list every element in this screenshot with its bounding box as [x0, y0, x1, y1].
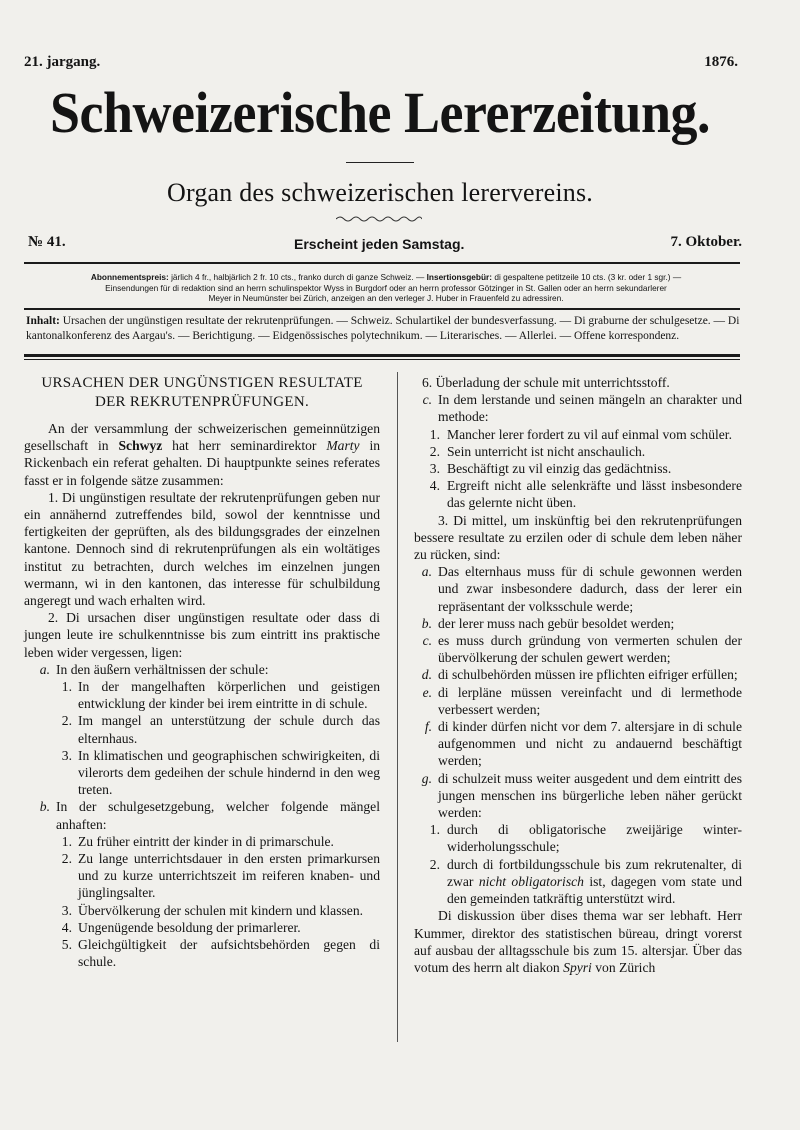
issue-date: 7. Oktober.: [670, 234, 742, 250]
list-item: [420, 426, 742, 443]
top-line: [24, 54, 738, 76]
item-text: Beschäftigt zu vil einzig das gedächtniss.: [447, 461, 672, 477]
list-item: [420, 821, 742, 855]
list-item: [24, 902, 380, 919]
title-rule: [346, 162, 414, 163]
list-item: [420, 856, 742, 908]
closing-name: Spyri: [563, 959, 592, 975]
b6-item: 6. Überladung der schule mit unterrichtsstoff.: [422, 375, 670, 390]
item-number: 4.: [61, 919, 72, 935]
list-item: [420, 443, 742, 460]
item-text: In dem lerstande und seinen mängeln an charakter und methode:: [438, 392, 742, 425]
subscription-info: [30, 272, 742, 304]
divider-rule: [24, 262, 740, 264]
item-number: 1.: [429, 822, 440, 838]
point-2-paragraph: [24, 609, 380, 661]
item-label: g.: [421, 770, 432, 786]
intro-place: Schwyz: [118, 438, 163, 454]
item-text: In der schulgesetzgebung, welcher folgende mängel anhaften:: [56, 799, 380, 832]
point-number: 1.: [48, 489, 59, 505]
article-headline: [24, 374, 380, 412]
issue-frequency: Erscheint jeden Samstag.: [294, 236, 465, 252]
item-label: d.: [421, 667, 432, 683]
point-number: 2.: [48, 610, 59, 626]
point-3-paragraph: [414, 512, 742, 564]
list-item: [414, 666, 742, 683]
g2-text: durch di fortbildungsschule bis zum rekrutenalter, di zwar: [447, 856, 742, 889]
item-text: di schulzeit muss weiter ausgedent und dem eintritt des jungen menschen ins bürgerliche leben näher gerückt werden:: [438, 770, 742, 821]
a-items-list: [24, 678, 380, 798]
article-column-left: [24, 374, 380, 971]
item-label: b.: [421, 615, 432, 631]
means-list: [414, 563, 742, 821]
item-number: 1.: [61, 833, 72, 849]
item-number: 2.: [429, 443, 440, 459]
headline-line-2: DER REKRUTENPRÜFUNGEN.: [94, 394, 310, 410]
list-item: [414, 563, 742, 615]
masthead-title: Schweizerische Lererzeitung.: [49, 80, 711, 145]
divider-rule: [24, 354, 740, 357]
item-number: 2.: [61, 713, 72, 729]
item-text: der lerer muss nach gebür besoldet werden;: [438, 615, 675, 631]
item-text: Das elternhaus muss für di schule gewonnen werden und zwar insbesondere dadurch, dass der lerer ein repräsentant der volksschule werde;: [438, 564, 742, 614]
insert-label: Insertionsgebür:: [426, 272, 493, 282]
item-number: 3.: [429, 461, 440, 477]
item-text: [447, 856, 742, 908]
closing-text: Di diskussion über dises thema war ser lebhaft. Herr Kummer, direktor des statistischen büreau, dringt vorerst auf ausbau der alltagsschule bis zum 15. altersjar. Über das votum des herrn alt diakon: [414, 908, 742, 975]
item-label: a.: [421, 564, 432, 580]
table-of-contents: [26, 314, 742, 344]
item-number: 2.: [429, 856, 440, 872]
item-text: Zu früher eintritt der kinder in di primarschule.: [78, 833, 334, 849]
intro-name: Marty: [326, 438, 360, 454]
list-item: [414, 632, 742, 666]
list-item: [24, 661, 380, 678]
item-text: Ergreift nicht alle selenkräfte und lässt insbesondere das gelernte nicht üben.: [447, 478, 742, 511]
intro-text: hat herr seminardirektor: [172, 438, 317, 454]
list-item: [420, 477, 742, 511]
item-label: f.: [424, 719, 432, 735]
item-label: a.: [39, 661, 50, 677]
g2-emphasis: nicht obligatorisch: [478, 873, 584, 889]
list-item: [414, 770, 742, 822]
issue-line: [28, 234, 742, 256]
abon-text: järlich 4 fr., halbjärlich 2 fr. 10 cts., franko durch di ganze Schweiz. —: [171, 272, 425, 282]
item-label: b.: [39, 799, 50, 815]
list-item: [24, 833, 380, 850]
c-items-list: [414, 426, 742, 512]
intro-text: in Rickenbach ein referat gehalten. Di hauptpunkte seines referates fasst er in folgende sätze zusammen:: [24, 438, 381, 488]
abon-label: Abonnementspreis:: [90, 272, 169, 282]
item-number: 3.: [61, 747, 72, 763]
item-text: durch di obligatorische zweijärige winter-widerholungsschule;: [447, 822, 742, 855]
item-text: In den äußern verhältnissen der schule:: [56, 661, 269, 677]
item-text: Mancher lerer fordert zu vil auf einmal vom schüler.: [447, 426, 732, 442]
contents-label: Inhalt:: [26, 315, 60, 327]
year-label: 1876.: [704, 54, 738, 70]
g-items-list: [414, 821, 742, 907]
item-number: 1.: [429, 426, 440, 442]
item-number: 3.: [61, 902, 72, 918]
list-item: [24, 936, 380, 970]
contents-text: Ursachen der ungünstigen resultate der rekrutenprüfungen. — Schweiz. Schulartikel der bundesverfassung. — Di graburne der schulgesetze. — Di kantonalkonferenz des Aargau's. — Berichtigung. — Eidgenössisches polytechnikum. — Literarisches. — Allerlei. — Offene korrespondenz.: [26, 315, 740, 342]
item-text: Im mangel an unterstützung der schule durch das elternhaus.: [78, 713, 380, 746]
insert-text: di gespaltene petitzeile 10 cts. (3 kr. oder 1 sgr.) —: [494, 272, 682, 282]
point-number: 3.: [438, 512, 449, 528]
list-item: [414, 391, 742, 425]
advert-line: Meyer in Neumünster bei Zürich, anzeigen an den verleger J. Huber in Frauenfeld zu adressiren.: [208, 293, 564, 303]
item-text: Ungenügende besoldung der primarlerer.: [78, 919, 301, 935]
issue-number: № 41.: [28, 234, 66, 250]
item-text: es muss durch gründung von vermerten schulen der übervölkerung der schulen gewert werden;: [438, 633, 742, 666]
item-text: di kinder dürfen nicht vor dem 7. altersjare in di schule aufgenommen und nicht zu andauernd beschäftigt werden;: [438, 719, 742, 769]
masthead-subtitle: Organ des schweizerischen lerervereins.: [166, 178, 594, 207]
item-text: di lerpläne müssen vereinfacht und di lermethode verbessert werden;: [438, 684, 742, 717]
list-item: [24, 747, 380, 799]
item-text: Sein unterricht ist nicht anschaulich.: [447, 443, 646, 459]
column-rule: [397, 372, 398, 1042]
submission-line: Einsendungen für di redaktion sind an herrn schulinspektor Wyss in Burgdorf oder an herrn professor Götzinger in St. Gallen oder an herrn sekundarlerer: [105, 282, 667, 293]
item-number: 1.: [61, 679, 72, 695]
item-number: 5.: [61, 937, 72, 953]
closing-text: von Zürich: [595, 959, 656, 975]
list-item: [414, 615, 742, 632]
divider-rule: [24, 359, 740, 360]
headline-line-1: URSACHEN DER UNGÜNSTIGEN RESULTATE: [41, 375, 363, 391]
list-item: [414, 684, 742, 718]
item-text: In der mangelhaften körperlichen und geistigen entwicklung der kinder bei irem eintritte in di schule.: [78, 679, 380, 712]
closing-paragraph: [414, 907, 742, 976]
g2-text: ist, dagegen vom state und den gemeinden tatkräftig unterstützt wird.: [447, 873, 742, 907]
list-item: [24, 850, 380, 902]
item-label: c.: [422, 633, 432, 649]
list-item: [24, 678, 380, 712]
item-text: Gleichgültigkeit der aufsichtsbehörden gegen di schule.: [78, 937, 380, 970]
b-items-list: [24, 833, 380, 971]
list-item: [420, 460, 742, 477]
point-1-paragraph: [24, 489, 380, 609]
item-text: In klimatischen und geographischen schwirigkeiten, di vilerorts dem gedeihen der schule hindernd in den weg treten.: [78, 747, 380, 798]
intro-paragraph: [24, 420, 380, 489]
divider-rule: [24, 308, 740, 310]
list-item: [24, 798, 380, 832]
list-item: [24, 712, 380, 746]
item-text: Zu lange unterrichtsdauer in den ersten primarkursen und zu kurze unterrichtszeit im reiferen knaben- und jünglingsalter.: [78, 851, 380, 901]
point-text: Di ungünstigen resultate der rekrutenprüfungen geben nur ein annähernd zutreffendes bild, sowol der kenntnisse und fertigkeiten der geprüften, als des bildungsgrades der einzelnen kantone. Dennoch sind di rekrutenprüfungen als ein woltätiges institut zu betrachten, durch welches im einzelnen jungen wermann, wi in den kantonen, das interesse für schulbildung angeregt und wach erhalten wird.: [24, 489, 381, 609]
article-column-right: [414, 374, 742, 976]
list-item: [414, 718, 742, 770]
list-item: [24, 919, 380, 936]
item-number: 2.: [61, 851, 72, 867]
volume-label: 21. jargang.: [24, 54, 101, 70]
item-number: 4.: [429, 478, 440, 494]
item-label: c.: [422, 392, 432, 408]
intro-text: An der versammlung der schweizerischen gemeinnützigen gesellschaft in: [24, 421, 380, 454]
point-text: Di ursachen diser ungünstigen resultate oder dass di jungen leute ire schulkenntnisse bis zum eintritt ins praktische leben wider vergessen, ligen:: [24, 610, 380, 660]
ornament-squiggle: [336, 214, 422, 224]
item-text: Übervölkerung der schulen mit kindern und klassen.: [78, 902, 364, 918]
item-text: di schulbehörden müssen ire pflichten eifriger erfüllen;: [438, 667, 738, 683]
item-label: e.: [422, 684, 432, 700]
point-text: Di mittel, um inskünftig bei den rekrutenprüfungen bessere resultate zu erzilen oder di schule dem leben näher zu rücken, sind:: [414, 512, 742, 563]
